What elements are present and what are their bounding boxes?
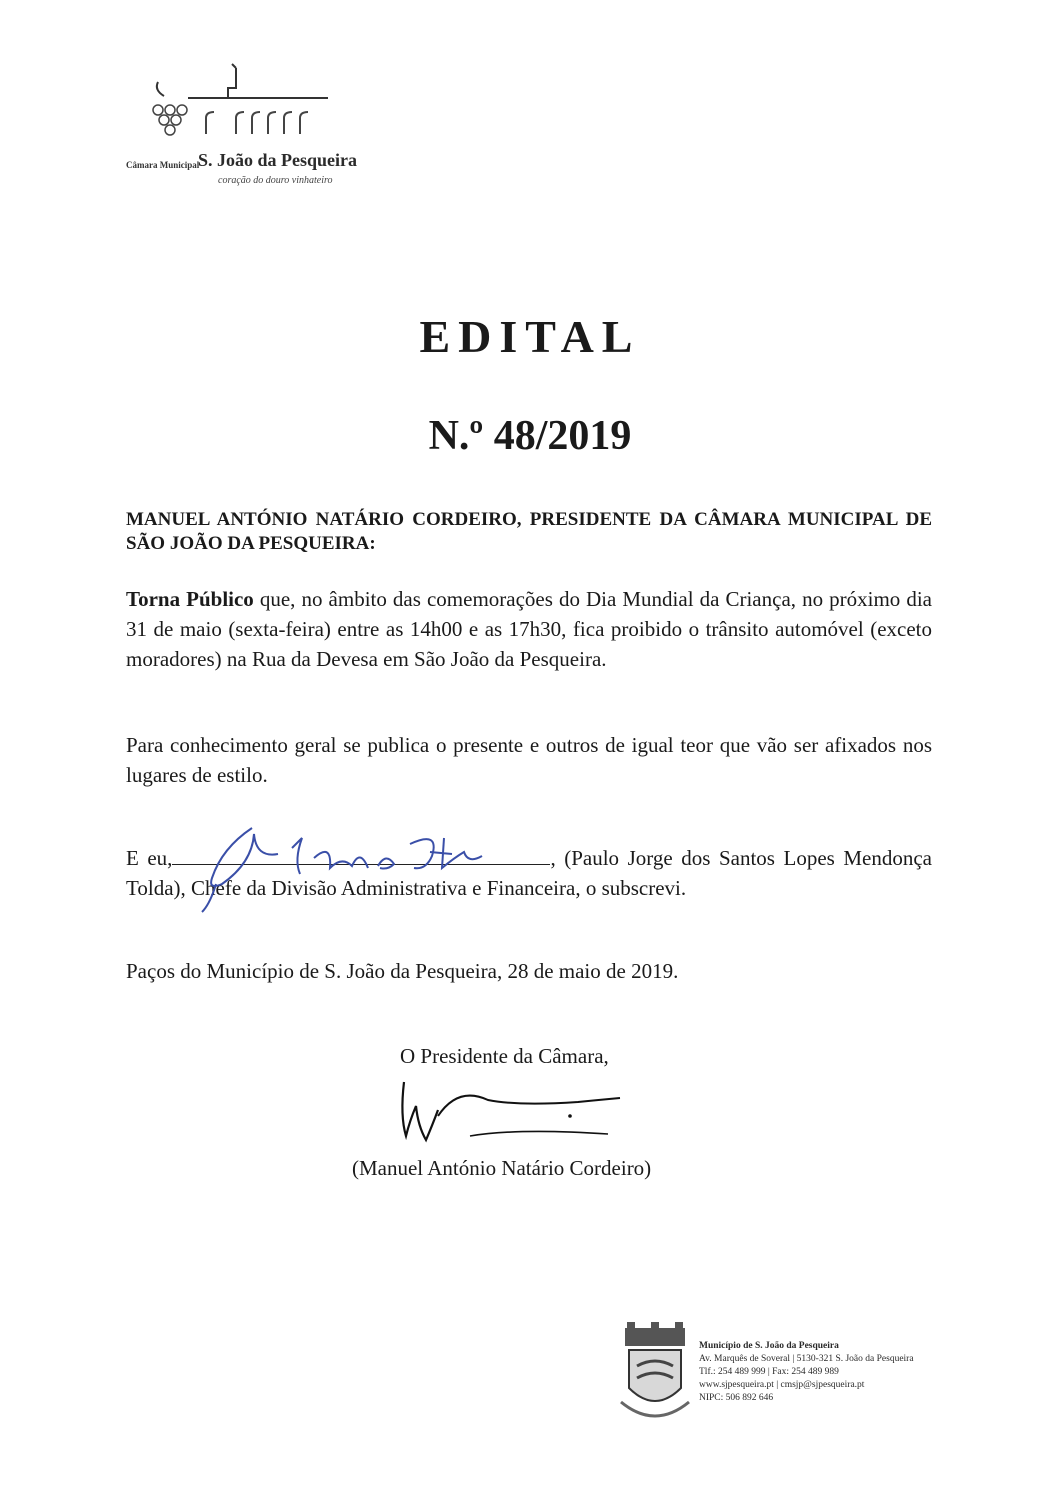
footer-address: Av. Marquês de Soveral | 5130-321 S. João da Pesqueira (699, 1354, 914, 1364)
closing-role: O Presidente da Câmara, (400, 1044, 609, 1068)
subscribe-prefix: E eu, (126, 846, 173, 870)
footer-organization: Município de S. João da Pesqueira (699, 1341, 839, 1351)
announcement-paragraph (126, 584, 932, 674)
logo-name: S. João da Pesqueira (198, 150, 358, 170)
document-number: N.º 48/2019 (428, 413, 632, 459)
president-signature-icon (398, 1076, 638, 1156)
footer-contact (615, 1322, 1015, 1432)
president-name: (Manuel António Natário Cordeiro) (352, 1156, 652, 1180)
footer-nipc: NIPC: 506 892 646 (699, 1393, 774, 1403)
municipal-coat-of-arms-icon (615, 1322, 695, 1430)
subscribe-text: , (Paulo Jorge dos Santos Lopes Mendonça Tolda), Chefe da Divisão Administrativa e Financeira, o subscrevi. (126, 846, 932, 900)
announcement-lead: Torna Público (126, 587, 254, 611)
logo-prefix: Câmara Municipal (126, 160, 200, 170)
announcement-text: que, no âmbito das comemorações do Dia Mundial da Criança, no próximo dia 31 de maio (sexta-feira) entre as 14h00 e as 17h30, fica proibido o trânsito automóvel (exceto moradores) na Rua da Devesa em São João da Pesqueira. (126, 587, 932, 671)
document-title: EDITAL (419, 311, 641, 362)
publication-paragraph: Para conhecimento geral se publica o presente e outros de igual teor que vão ser afixados nos lugares de estilo. (126, 733, 932, 787)
footer-web: www.sjpesqueira.pt | cmsjp@sjpesqueira.pt (699, 1380, 865, 1390)
municipality-logo (120, 58, 380, 198)
place-date: Paços do Município de S. João da Pesqueira, 28 de maio de 2019. (126, 959, 679, 983)
issuer-heading: MANUEL ANTÓNIO NATÁRIO CORDEIRO, PRESIDENTE DA CÂMARA MUNICIPAL DE SÃO JOÃO DA PESQUEIRA: (126, 509, 932, 554)
footer-phone: Tlf.: 254 489 999 | Fax: 254 489 989 (699, 1367, 839, 1377)
grape-arches-logo-icon (148, 58, 348, 148)
secretary-signature-icon (182, 808, 542, 918)
logo-slogan: coração do douro vinhateiro (218, 175, 333, 186)
